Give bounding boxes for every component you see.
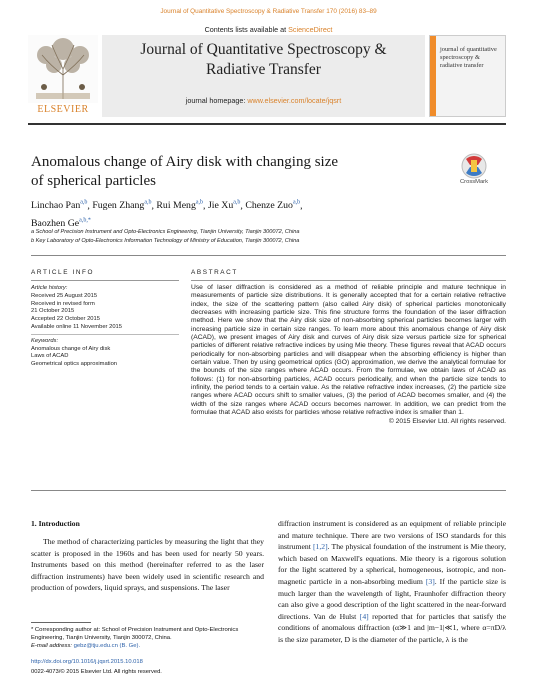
author[interactable]: Chenze Zuo$^{a,b}$	[245, 200, 301, 212]
email-label: E-mail address:	[31, 643, 72, 649]
footnote-divider	[31, 622, 91, 623]
keyword: Geometrical optics approximation	[31, 361, 118, 368]
abstract-text: Use of laser diffraction is considered as a method of reliable principle and mature technique in measurements of particle size distributions. It is generally accepted that for a certain relative refractive index, the size of the scattering pattern (also called Airy disk) of spherical particles monotonically decreases with increasing particle size. This fine structure forms the foundation of the laser diffraction method. Here we show that the Airy disk size of non-absorbing spherical particles becomes larger with increasing particle size in certain size ranges. To learn more about this anomalous change of Airy disk (ACAD), we present images of Airy disk and curves of Airy disk size versus particle size for spherical particles of different relative refractive indices by using Mie theory. These figures reveal that ACAD occurs periodically for non-absorbing particles and will disappear when the absorbing efficiency is higher than certain value. Then by using geometrical optics (GO) approximation, we derive the analytical formulae for the bounds of the size ranges where ACAD occurs. From the formulae, we obtain laws of ACAD as follows: (1) for non-absorbing particles, ACAD occurs periodically, and when the particle size tends to infinity, the period tends to a certain value. As the relative refractive index increases, (2) the particle size ranges where ACAD occurs shift to smaller values, (3) the period of ACAD becomes smaller, and (4) the width of the size ranges where ACAD occurs becomes narrower. In addition, we can predict from the formulae that ACAD also exists for particles whose relative refractive index is smaller than 1.	[191, 284, 506, 417]
corresponding-note: * Corresponding author at: School of Precision Instrument and Opto-Electronics Engineering, Tianjin University, Tianjin 300072, China.	[31, 627, 239, 641]
email-link[interactable]: gebz@tju.edu.cn (B. Ge).	[73, 643, 141, 649]
reference-link[interactable]: [4]	[359, 611, 369, 621]
abstract-divider	[191, 280, 506, 281]
journal-title-line2: Radiative Transfer	[206, 61, 321, 78]
email-line	[31, 642, 264, 650]
body-text: diffraction instrument is considered as an equipment of reliable principle and mature technique. There are two versions of ISO standards for this instrument	[278, 519, 506, 552]
body-column-right	[278, 518, 506, 646]
paper-title	[31, 153, 411, 191]
crossmark-badge[interactable]	[444, 151, 504, 181]
issn-line: 0022-4073/© 2015 Elsevier Ltd. All rights reserved.	[31, 669, 162, 675]
history-item: Available online 11 November 2015	[31, 323, 122, 330]
history-item: Received 25 August 2015	[31, 292, 98, 299]
body-text: . If the particle size is much larger than the wavelength of light, Fraunhofer diffraction theory can also give a good description of the light scattered in the near-forward directions. Van de Hulst	[278, 576, 507, 621]
keywords-label: Keywords:	[31, 337, 59, 344]
paper-title-line1: Anomalous change of Airy disk with changing size	[31, 154, 339, 170]
affiliation-b: b Key Laboratory of Opto-Electronics Information Technology of Ministry of Education, Tianjin 300072, China	[31, 238, 300, 244]
article-info-panel	[31, 285, 181, 369]
abstract-body	[191, 284, 506, 426]
history-item: Received in revised form	[31, 300, 95, 307]
abstract-copyright: © 2015 Elsevier Ltd. All rights reserved.	[388, 417, 506, 425]
affiliation-divider	[31, 255, 506, 256]
homepage-prefix: journal homepage:	[185, 96, 248, 105]
body-text: reported that for particles that satisfy the conditions of anomalous diffraction (α≫1 and |m−1|≪1, where α=πD/λ is the size parameter, D is the diameter of the particle, λ is the	[278, 611, 506, 644]
abstract-heading: ABSTRACT	[191, 269, 238, 276]
cover-title: journal of quantitative spectroscopy & radiative transfer	[440, 46, 497, 69]
author[interactable]: Jie Xu$^{a,b}$	[207, 200, 241, 212]
contents-line	[0, 25, 537, 34]
elsevier-wordmark: ELSEVIER	[37, 104, 89, 115]
affiliation-a: a School of Precision Instrument and Opto-Electronics Engineering, Tianjin University, Tianjin 300072, China	[31, 229, 300, 235]
contents-prefix: Contents lists available at	[204, 25, 289, 34]
introduction-heading: 1. Introduction	[31, 519, 80, 528]
reference-link[interactable]: [3]	[425, 576, 435, 586]
article-info-separator	[31, 334, 179, 335]
article-info-heading: ARTICLE INFO	[31, 269, 95, 276]
journal-citation[interactable]: Journal of Quantitative Spectroscopy & Radiative Transfer 170 (2016) 83–89	[160, 8, 377, 15]
body-text: . The physical foundation of the instrument is Mie theory, which based on Maxwell's equations. Mie theory is a rigorous solution for the light scattered by a spherical, homogeneous, isotropic, and non-magnetic particle in a non-absorbing medium	[278, 542, 506, 586]
paper-title-line2: of spherical particles	[31, 173, 156, 189]
keyword: Anomalous change of Airy disk	[31, 345, 111, 352]
header-divider	[28, 123, 506, 125]
homepage-link[interactable]: www.elsevier.com/locate/jqsrt	[247, 96, 342, 105]
history-item: Accepted 22 October 2015	[31, 316, 100, 323]
body-column-left: The method of characterizing particles by measuring the light that they scatter is proposed in the 1960s and has been used for nearly 50 years. Instruments based on this method (hereinafter referred to as the laser diffraction instruments) have been widely used in scientific research and production of powders, liquid sprays, and suspensions. The laser	[31, 537, 264, 593]
journal-title-line1: Journal of Quantitative Spectroscopy &	[140, 41, 387, 58]
article-info-divider	[31, 280, 179, 281]
history-label: Article history:	[31, 285, 68, 291]
author[interactable]: Rui Meng$^{a,b}$	[156, 200, 204, 212]
reference-link[interactable]: [1,2]	[312, 542, 328, 552]
crossmark-label: CrossMark	[459, 179, 489, 185]
author[interactable]: Linchao Pan$^{a,b}$	[31, 200, 88, 212]
crossmark-icon	[444, 151, 504, 181]
journal-cover-thumbnail[interactable]	[429, 35, 506, 117]
keyword: Laws of ACAD	[31, 353, 69, 360]
cover-accent-strip	[430, 36, 436, 116]
author[interactable]: Fugen Zhang$^{a,b}$	[92, 200, 152, 212]
journal-homepage	[102, 96, 425, 105]
history-item: 21 October 2015	[31, 308, 75, 315]
author[interactable]: Baozhen $Ge^{a,b,*}$	[31, 217, 91, 229]
affiliations	[31, 228, 501, 246]
author-list: Linchao Pan$^{a,b}$, Fugen Zhang$^{a,b}$, Rui Meng$^{a,b}$, Jie Xu$^{a,b}$, Chenze Zuo$^{a,b}$, Baozhen $Ge^{a,b,*}$	[31, 200, 303, 229]
doi-link[interactable]: http://dx.doi.org/10.1016/j.jqsrt.2015.10.018	[31, 659, 143, 665]
corresponding-author-footnote	[31, 626, 264, 650]
body-divider	[31, 490, 506, 491]
elsevier-tree-icon	[28, 35, 98, 103]
sciencedirect-link[interactable]: ScienceDirect	[288, 25, 333, 34]
journal-title	[102, 40, 425, 80]
